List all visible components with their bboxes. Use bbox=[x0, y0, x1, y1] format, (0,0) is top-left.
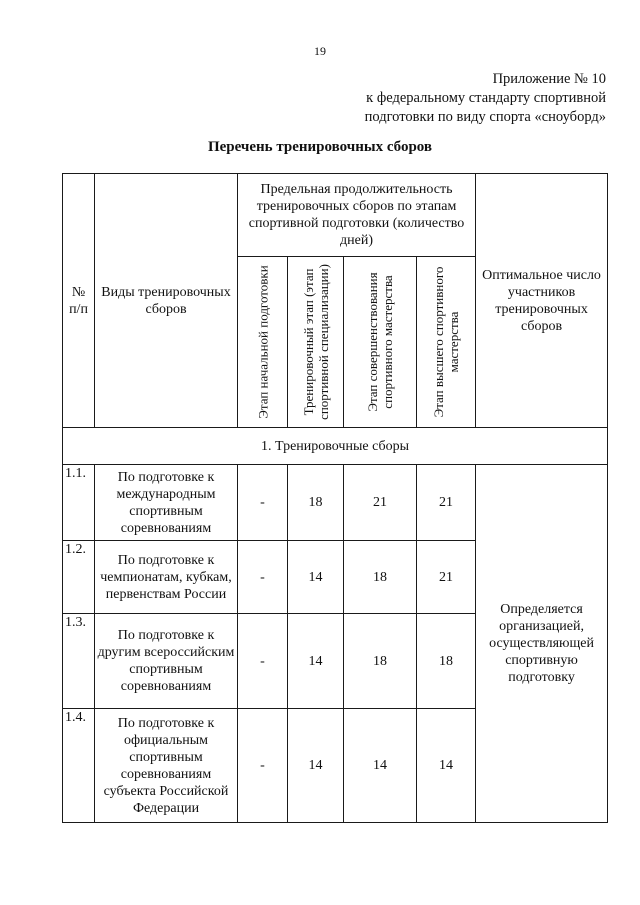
header-stage-training bbox=[288, 257, 344, 428]
header-kind: Виды тренировочных сборов bbox=[95, 174, 238, 428]
header-stage-highest-text: Этап высшего спортивного мастерства bbox=[431, 266, 462, 418]
training-camps-table bbox=[62, 173, 608, 823]
row-value-initial: - bbox=[238, 709, 288, 823]
appendix-line-1: Приложение № 10 bbox=[492, 71, 606, 87]
row-number: 1.4. bbox=[63, 709, 95, 823]
header-num bbox=[63, 174, 95, 428]
row-name: По подготовке к международным спортивным соревнованиям bbox=[95, 465, 238, 541]
header-stage-improvement bbox=[344, 257, 417, 428]
header-stage-initial-text: Этап начальной подготовки bbox=[255, 265, 270, 419]
header-num-line-2: п/п bbox=[69, 301, 88, 317]
row-name: По подготовке к другим всероссийским спортивным соревнованиям bbox=[95, 614, 238, 709]
row-value-highest: 18 bbox=[417, 614, 476, 709]
header-stage-improvement-text: Этап совершенствования спортивного мастерства bbox=[365, 272, 395, 412]
header-duration-group: Предельная продолжительность тренировочных сборов по этапам спортивной подготовки (количество дней) bbox=[238, 174, 476, 257]
row-value-training: 18 bbox=[288, 465, 344, 541]
row-value-highest: 14 bbox=[417, 709, 476, 823]
header-stage-initial bbox=[238, 257, 288, 428]
document-title: Перечень тренировочных сборов bbox=[207, 139, 433, 155]
section-heading: 1. Тренировочные сборы bbox=[63, 428, 608, 465]
appendix-line-2: к федеральному стандарту спортивной bbox=[366, 90, 606, 106]
row-name: По подготовке к чемпионатам, кубкам, первенствам России bbox=[95, 541, 238, 614]
row-name: По подготовке к официальным спортивным соревнованиям субъекта Российской Федерации bbox=[95, 709, 238, 823]
appendix-line-3: подготовки по виду спорта «сноуборд» bbox=[364, 109, 606, 125]
row-value-improvement: 18 bbox=[344, 541, 417, 614]
row-value-training: 14 bbox=[288, 541, 344, 614]
row-value-improvement: 14 bbox=[344, 709, 417, 823]
row-value-highest: 21 bbox=[417, 465, 476, 541]
row-value-training: 14 bbox=[288, 614, 344, 709]
header-stage-training-text: Тренировочный этап (этап спортивной специализации) bbox=[300, 264, 331, 420]
row-value-training: 14 bbox=[288, 709, 344, 823]
row-value-improvement: 21 bbox=[344, 465, 417, 541]
row-number: 1.1. bbox=[63, 465, 95, 541]
row-value-improvement: 18 bbox=[344, 614, 417, 709]
table-row bbox=[63, 465, 608, 541]
row-number: 1.2. bbox=[63, 541, 95, 614]
header-optimal: Оптимальное число участников тренировочных сборов bbox=[476, 174, 608, 428]
row-value-initial: - bbox=[238, 465, 288, 541]
header-num-line-1: № bbox=[71, 284, 86, 300]
optimal-participants-value: Определяется организацией, осуществляющей спортивную подготовку bbox=[476, 465, 608, 823]
page-number: 19 bbox=[314, 44, 326, 58]
row-value-initial: - bbox=[238, 614, 288, 709]
row-value-highest: 21 bbox=[417, 541, 476, 614]
row-number: 1.3. bbox=[63, 614, 95, 709]
row-value-initial: - bbox=[238, 541, 288, 614]
header-stage-highest bbox=[417, 257, 476, 428]
appendix-note bbox=[365, 70, 606, 127]
